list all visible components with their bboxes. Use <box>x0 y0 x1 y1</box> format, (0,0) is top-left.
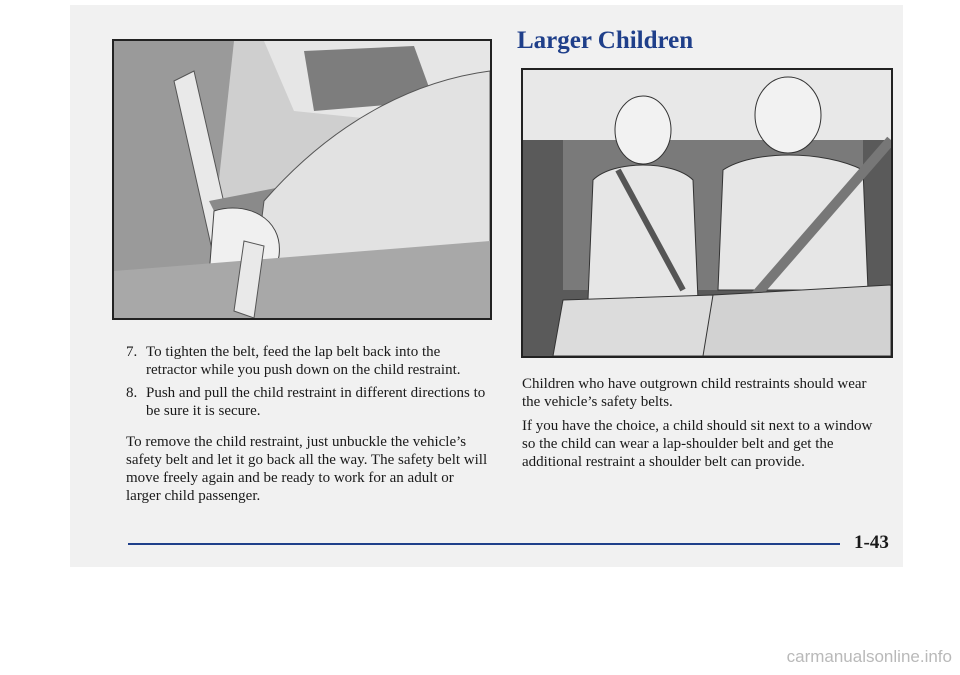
step-item <box>126 343 486 379</box>
step-text: Push and pull the child restraint in different directions to be sure it is secure. <box>146 385 486 419</box>
manual-page <box>70 5 903 567</box>
watermark: carmanualsonline.info <box>786 647 952 666</box>
removal-paragraph: To remove the child restraint, just unbuckle the vehicle’s safety belt and let it go back all the way. The safety belt will move freely again and be ready to work for an adult or larger child passenger. <box>126 434 488 504</box>
footer-rule <box>128 543 840 545</box>
step-number: 7. <box>126 344 138 360</box>
step-item <box>126 384 486 420</box>
instruction-steps <box>126 343 486 425</box>
illustration-children-seated <box>521 68 893 358</box>
page-number: 1-43 <box>854 532 889 553</box>
paragraph-window-seat: If you have the choice, a child should sit next to a window so the child can wear a lap-shoulder belt and get the additional restraint a shoulder belt can provide. <box>522 418 873 470</box>
paragraph-outgrown: Children who have outgrown child restraints should wear the vehicle’s safety belts. <box>522 376 867 410</box>
step-text: To tighten the belt, feed the lap belt back into the retractor while you push down on the child restraint. <box>146 344 461 378</box>
step-number: 8. <box>126 385 138 401</box>
section-heading: Larger Children <box>517 27 694 54</box>
larger-children-text <box>522 375 882 477</box>
illustration-tightening-belt <box>112 39 492 320</box>
